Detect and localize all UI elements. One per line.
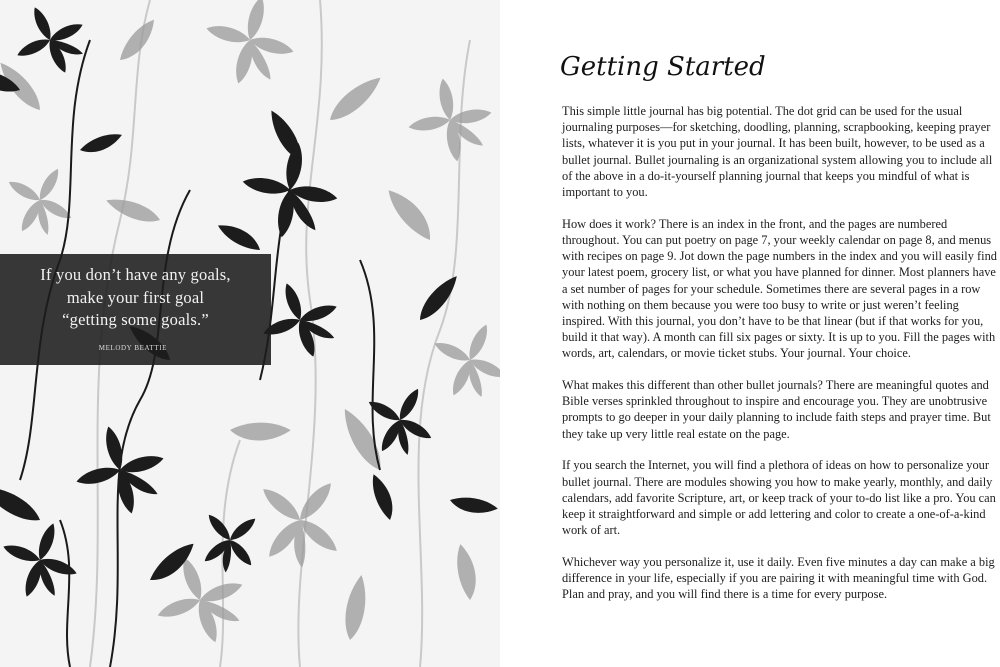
quote-author: MELODY BEATTIE [98, 343, 167, 352]
quote-text [0, 254, 271, 332]
paragraph: If you search the Internet, you will find a plethora of ideas on how to personalize your bullet journal. There are modules showing you how to make yearly, monthly, and daily calendars, add favorite Scripture, art, or keep track of your to-do list like a pro. You can keep it straightforward and simple or add lettering and color to create a one-of-a-kind work of art. [562, 458, 996, 538]
page-title: Getting Started [560, 52, 766, 82]
paragraph: This simple little journal has big potential. The dot grid can be used for the usual journaling purposes—for sketching, doodling, planning, scrapbooking, keeping prayer lists, whatever it is you put in your journal. It has been built, however, to be used as a bullet journal. Bullet journaling is an organizational system allowing you to include all of the above in a do-it-yourself planning journal that keeps you mindful of what is important to you. [562, 104, 993, 200]
paragraph: What makes this different than other bullet journals? There are meaningful quotes and Bible verses sprinkled throughout to inspire and encourage you. They are unobtrusive prompts to go deeper in your daily planning to include faith steps and prayer time. But they take up very little real estate on the page. [562, 378, 991, 441]
quote-box [0, 254, 271, 365]
quote-line: make your first goal [66, 287, 205, 307]
paragraph: Whichever way you personalize it, use it daily. Even five minutes a day can make a big difference in your life, especially if you are pairing it with meaningful time with God. Plan and pray, and you will find there is a time for every purpose. [562, 554, 995, 602]
body-text [562, 103, 1000, 618]
paragraph: How does it work? There is an index in the front, and the pages are numbered throughout. You can put poetry on page 7, your weekly calendar on page 8, and menus with recipes on page 9. Jot down the page numbers in the index and you will easily find your latest poem, grocery list, or what you have planned for dinner. Most planners have a set number of pages for your schedule. Sometimes there are several pages in a row with nothing on them because you were too busy to write or just weren’t feeling inspired. With this journal, you don’t have to be that linear (but if that works for you, build it that way). A month can fill six pages or sixty. It is up to you. Fill the pages with words, art, calendars, or movie ticket stubs. Your journal. Your choice. [562, 216, 997, 361]
right-page [500, 0, 1000, 667]
quote-line: “getting some goals.” [62, 310, 209, 329]
quote-line: If you don’t have any goals, [40, 265, 231, 284]
